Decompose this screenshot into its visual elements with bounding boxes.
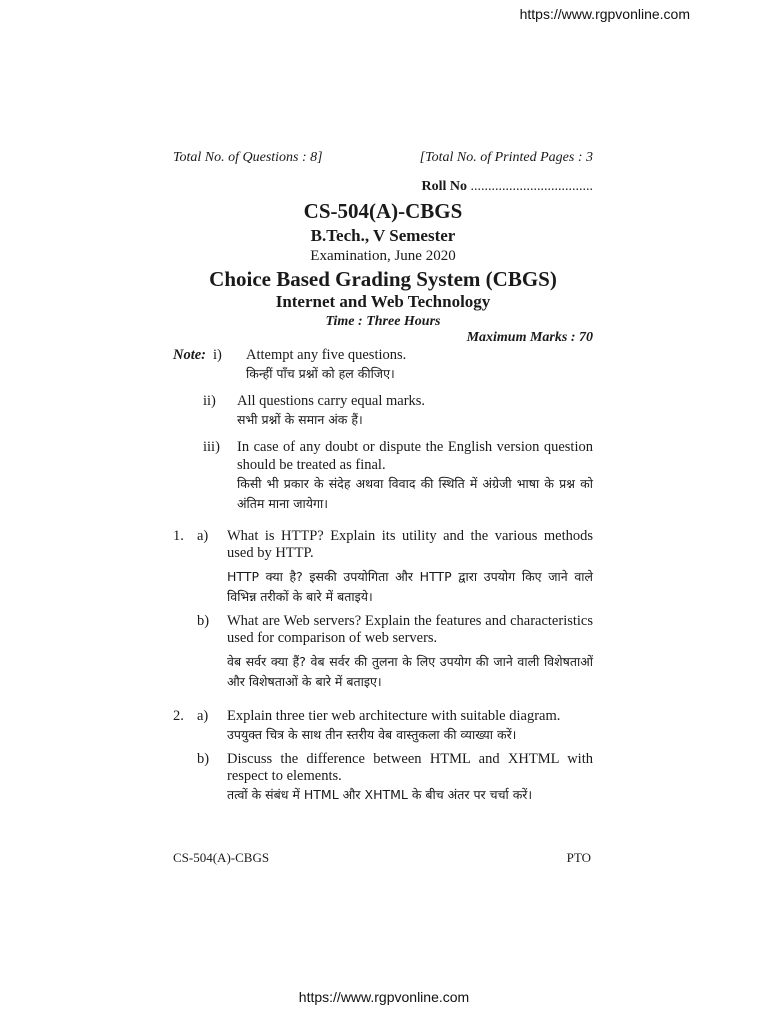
exam-paper (173, 150, 593, 821)
instructions-note (173, 346, 593, 514)
note-english: All questions carry equal marks. (237, 393, 426, 409)
roll-label: Roll No (421, 179, 467, 194)
header-row (173, 150, 593, 166)
part-english: What is HTTP? Explain its utility and the various methods used by HTTP. (227, 528, 593, 561)
site-url-bottom[interactable]: https://www.rgpvonline.com (298, 989, 470, 1005)
time-allowed: Time : Three Hours (325, 314, 441, 329)
part-text (227, 708, 593, 745)
roll-dots: ................................... (467, 179, 593, 194)
part-text (227, 613, 593, 692)
note-item-text (246, 346, 593, 384)
part-hindi: उपयुक्त चित्र के साथ तीन स्तरीय वेब वास्तुकला की व्याख्या करें। (227, 727, 517, 742)
note-item (173, 346, 593, 384)
question-part (173, 613, 593, 692)
note-item-number: i) (213, 347, 222, 363)
note-english: Attempt any five questions. (246, 347, 407, 363)
question-part (173, 528, 593, 607)
note-hindi: किन्हीं पाँच प्रश्नों को हल कीजिए। (246, 366, 395, 381)
footer-pto: PTO (566, 850, 591, 865)
part-text (227, 751, 593, 805)
degree-semester: B.Tech., V Semester (310, 226, 456, 245)
question-1 (173, 528, 593, 692)
total-questions: Total No. of Questions : 8] (173, 150, 323, 165)
question-part (173, 708, 593, 745)
total-pages: [Total No. of Printed Pages : 3 (419, 150, 593, 165)
site-url-top[interactable]: https://www.rgpvonline.com (519, 6, 690, 22)
note-item-number: iii) (203, 439, 220, 455)
exam-session: Examination, June 2020 (310, 248, 456, 264)
note-item-text (237, 438, 593, 514)
question-2 (173, 708, 593, 805)
note-item (173, 392, 593, 430)
subject-title: Internet and Web Technology (275, 292, 491, 311)
part-english: Explain three tier web architecture with suitable diagram. (227, 708, 561, 724)
note-english: In case of any doubt or dispute the English version question should be treated as final. (237, 439, 593, 473)
part-hindi: वेब सर्वर क्या हैं? वेब सर्वर की तुलना के लिए उपयोग की जाने वाली विशेषताओं और विशेषताओं के बारे में बताइए। (227, 654, 593, 689)
maximum-marks: Maximum Marks : 70 (466, 330, 593, 345)
part-label: b) (197, 751, 210, 767)
part-english: What are Web servers? Explain the features and characteristics used for comparison of web servers. (227, 613, 593, 646)
footer-paper-code: CS-504(A)-CBGS (173, 850, 270, 865)
question-number: 1. (173, 528, 184, 544)
paper-code: CS-504(A)-CBGS (303, 199, 463, 223)
part-text (227, 528, 593, 607)
note-item (173, 438, 593, 514)
part-hindi: HTTP क्या है? इसकी उपयोगिता और HTTP द्वारा उपयोग किए जाने वाले विभिन्न तरीकों के बारे में बताइये। (227, 569, 593, 604)
roll-number-field (173, 179, 593, 195)
note-label: Note: (173, 347, 207, 363)
part-label: a) (197, 528, 209, 544)
questions-list (173, 528, 593, 805)
part-label: a) (197, 708, 209, 724)
question-number: 2. (173, 708, 184, 724)
note-hindi: किसी भी प्रकार के संदेह अथवा विवाद की स्थिति में अंग्रेजी भाषा के प्रश्न को अंतिम माना जायेगा। (237, 476, 593, 511)
question-part (173, 751, 593, 805)
part-label: b) (197, 613, 210, 629)
part-hindi: तत्वों के संबंध में HTML और XHTML के बीच अंतर पर चर्चा करें। (227, 787, 533, 802)
page-footer (173, 850, 591, 866)
note-hindi: सभी प्रश्नों के समान अंक हैं। (237, 412, 363, 427)
note-item-number: ii) (203, 393, 216, 409)
grading-system: Choice Based Grading System (CBGS) (209, 267, 557, 291)
note-item-text (237, 392, 593, 430)
part-english: Discuss the difference between HTML and XHTML with respect to elements. (227, 751, 593, 784)
